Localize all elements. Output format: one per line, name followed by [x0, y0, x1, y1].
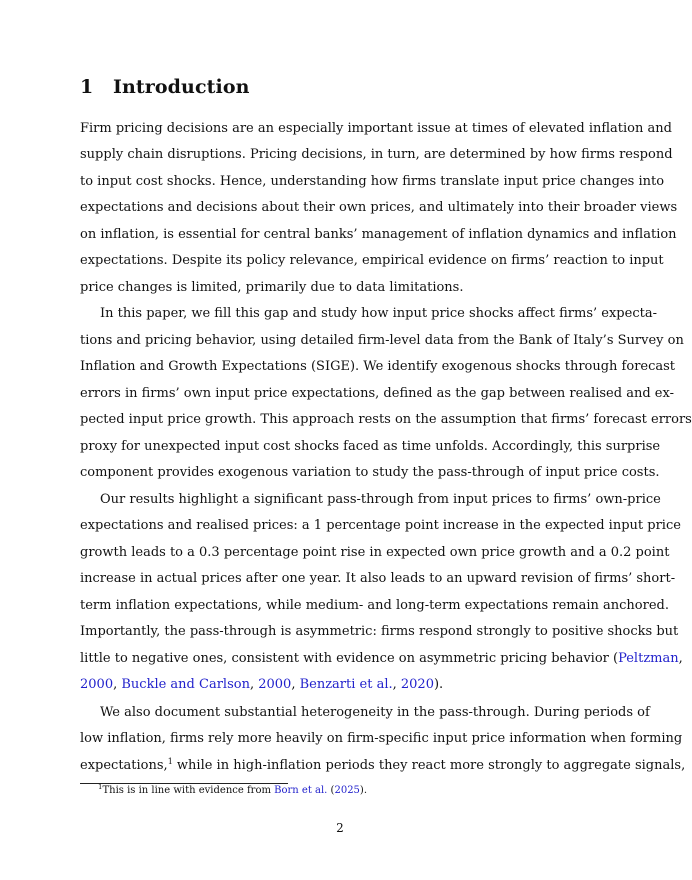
paragraph-3-line-7 [80, 649, 683, 669]
paragraph-3-line-3: growth leads to a 0.3 percentage point rise in expected own price growth and a 0.2 point [80, 545, 670, 560]
section-heading [80, 76, 250, 98]
paragraph-1-line-2: supply chain disruptions. Pricing decisions, in turn, are determined by how firms respond [80, 147, 673, 162]
paragraph-1-line-5: on inflation, is essential for central banks’ management of inflation dynamics and inflation [80, 227, 677, 242]
footnote-text: This is in line with evidence from [102, 785, 275, 796]
paragraph-4-line-3-before: expectations, [80, 758, 168, 773]
footnote-close-paren: ). [359, 785, 368, 796]
citation-buckle-carlson-year[interactable]: 2000 [258, 677, 292, 692]
paragraph-2-line-4: errors in firms’ own input price expectations, defined as the gap between realised and ex- [80, 386, 674, 401]
paragraph-4-line-3-after: while in high-inflation periods they react more strongly to aggregate signals, [172, 758, 686, 773]
paragraph-4-line-3 [80, 756, 686, 776]
paragraph-1-line-4: expectations and decisions about their own prices, and ultimately into their broader views [80, 200, 678, 215]
citation-separator: , [249, 677, 259, 692]
paragraph-1-line-3: to input cost shocks. Hence, understanding how firms translate input price changes into [80, 174, 665, 189]
paragraph-1-line-6: expectations. Despite its policy relevance, empirical evidence on firms’ reaction to input [80, 253, 664, 268]
paragraph-3-line-7-text: little to negative ones, consistent with evidence on asymmetric pricing behavior ( [80, 651, 619, 666]
page-number: 2 [336, 821, 344, 835]
footnote-open-paren: ( [327, 785, 335, 796]
paragraph-1-line-7: price changes is limited, primarily due to data limitations. [80, 280, 464, 295]
citation-peltzman[interactable]: Peltzman [618, 651, 679, 666]
footnote [98, 783, 367, 799]
citation-comma: , [678, 651, 683, 666]
paragraph-2-line-7: component provides exogenous variation to study the pass-through of input price costs. [80, 465, 660, 480]
footnote-number: 1 [98, 783, 103, 791]
paragraph-2-line-1: In this paper, we fill this gap and study how input price shocks affect firms’ expecta- [100, 306, 657, 321]
citation-separator: , [291, 677, 300, 692]
citation-born-year[interactable]: 2025 [334, 785, 360, 796]
paragraph-2-line-5: pected input price growth. This approach rests on the assumption that firms’ forecast errors [80, 412, 692, 427]
footnote-marker[interactable]: 1 [167, 757, 173, 766]
section-number: 1 [80, 76, 94, 98]
paragraph-3-line-1: Our results highlight a significant pass-through from input prices to firms’ own-price [100, 492, 661, 507]
citation-benzarti[interactable]: Benzarti et al. [299, 677, 393, 692]
paragraph-3-line-6: Importantly, the pass-through is asymmetric: firms respond strongly to positive shocks but [80, 624, 679, 639]
paragraph-3-line-8 [80, 675, 600, 695]
citation-separator: , [113, 677, 122, 692]
paragraph-2-line-6: proxy for unexpected input cost shocks faced as time unfolds. Accordingly, this surprise [80, 439, 661, 454]
citation-benzarti-year[interactable]: 2020 [400, 677, 434, 692]
section-title: Introduction [113, 76, 250, 98]
paragraph-4-line-2: low inflation, firms rely more heavily on firm-specific input price information when forming [80, 731, 683, 746]
citation-close: ). [433, 677, 444, 692]
paragraph-2-line-3: Inflation and Growth Expectations (SIGE). We identify exogenous shocks through forecast [80, 359, 676, 374]
paragraph-4-line-1: We also document substantial heterogeneity in the pass-through. During periods of [100, 705, 650, 720]
citation-born[interactable]: Born et al. [274, 785, 328, 796]
citation-buckle-carlson[interactable]: Buckle and Carlson [121, 677, 250, 692]
paragraph-3-line-5: term inflation expectations, while medium- and long-term expectations remain anchored. [80, 598, 669, 613]
citation-separator: , [392, 677, 401, 692]
paragraph-2-line-2: tions and pricing behavior, using detailed firm-level data from the Bank of Italy’s Survey on [80, 333, 684, 348]
paragraph-1-line-1: Firm pricing decisions are an especially important issue at times of elevated inflation and [80, 121, 672, 136]
citation-peltzman-year[interactable]: 2000 [80, 677, 114, 692]
paragraph-3-line-2: expectations and realised prices: a 1 percentage point increase in the expected input price [80, 518, 681, 533]
paragraph-3-line-4: increase in actual prices after one year. It also leads to an upward revision of firms’ short- [80, 571, 676, 586]
